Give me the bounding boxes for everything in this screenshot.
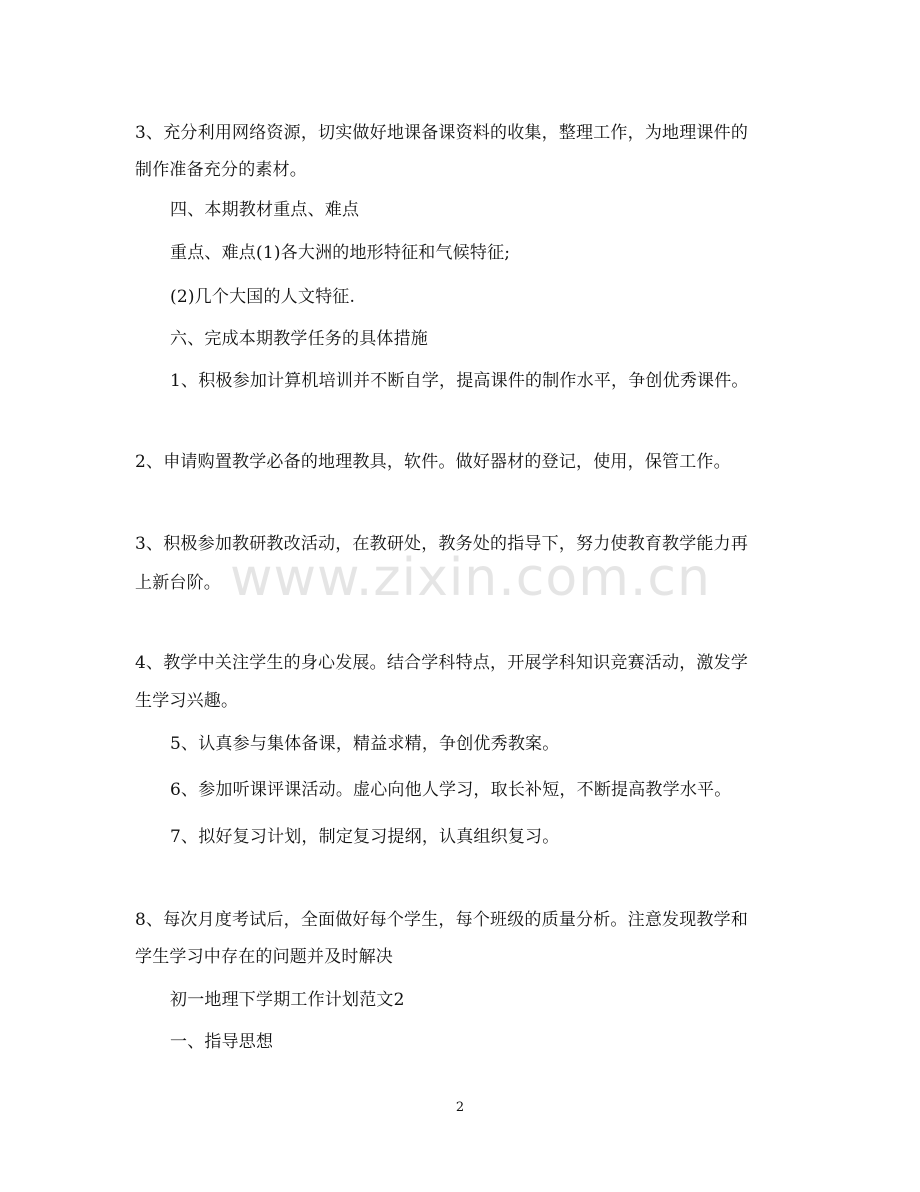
- paragraph-line: 3、积极参加教研教改活动，在教研处，教务处的指导下，努力使教育教学能力再: [135, 534, 749, 554]
- section-heading: 四、本期教材重点、难点: [170, 200, 360, 220]
- section-heading: 一、指导思想: [170, 1032, 274, 1052]
- paragraph-line: 6、参加听课评课活动。虚心向他人学习，取长补短，不断提高教学水平。: [170, 780, 732, 800]
- paragraph-line: 7、拟好复习计划，制定复习提纲，认真组织复习。: [170, 827, 560, 847]
- paragraph-line: 3、充分利用网络资源，切实做好地课备课资料的收集，整理工作，为地理课件的: [135, 123, 749, 143]
- paragraph-line: 1、积极参加计算机培训并不断自学，提高课件的制作水平，争创优秀课件。: [170, 371, 749, 391]
- paragraph-line: 8、每次月度考试后，全面做好每个学生，每个班级的质量分析。注意发现教学和: [135, 910, 749, 930]
- paragraph-line: 5、认真参与集体备课，精益求精，争创优秀教案。: [170, 734, 560, 754]
- paragraph-line: 重点、难点(1)各大洲的地形特征和气候特征;: [170, 243, 511, 263]
- paragraph-line: 上新台阶。: [135, 573, 221, 593]
- section-heading: 六、完成本期教学任务的具体措施: [170, 329, 428, 349]
- paragraph-line: (2)几个大国的人文特征.: [170, 287, 356, 307]
- page-number: 2: [455, 1100, 465, 1115]
- paragraph-line: 4、教学中关注学生的身心发展。结合学科特点，开展学科知识竞赛活动，激发学: [135, 653, 749, 673]
- watermark: www.zixin.com.cn: [230, 548, 711, 608]
- paragraph-line: 2、申请购置教学必备的地理教具，软件。做好器材的登记，使用，保管工作。: [135, 452, 731, 472]
- paragraph-line: 制作准备充分的素材。: [135, 160, 307, 180]
- paragraph-line: 生学习兴趣。: [135, 691, 239, 711]
- document-title: 初一地理下学期工作计划范文2: [170, 990, 405, 1010]
- paragraph-line: 学生学习中存在的问题并及时解决: [135, 947, 393, 967]
